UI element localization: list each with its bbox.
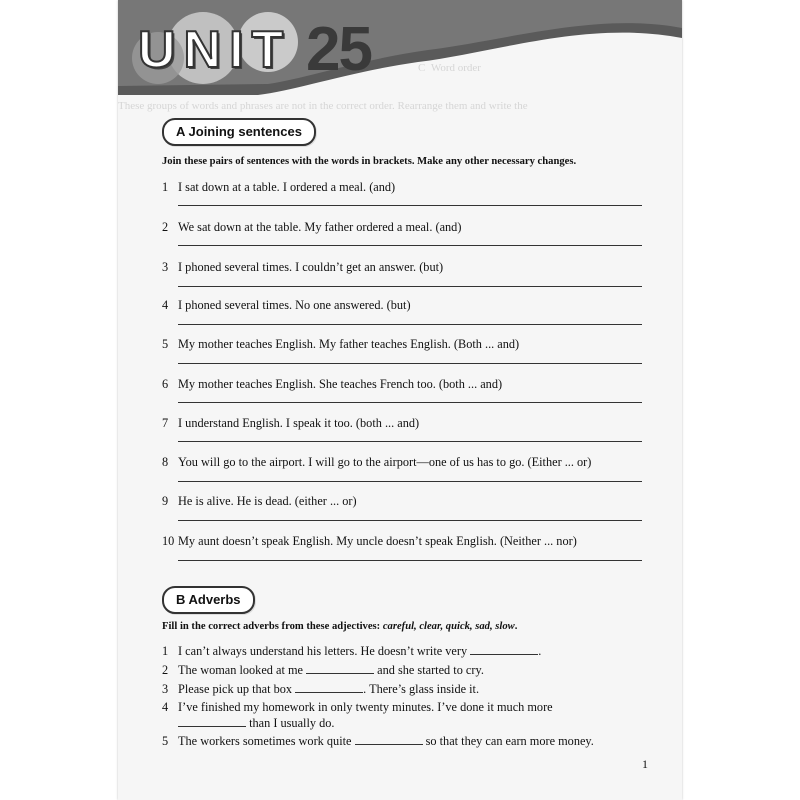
bleed-through-text: These groups of words and phrases are not in the correct order. Rearrange them and write the xyxy=(118,100,528,112)
fill-in-item: 4 I’ve finished my homework in only twenty minutes. I’ve done it much more xyxy=(162,700,553,714)
section-b-instruction: Fill in the correct adverbs from these adjectives: careful, clear, quick, sad, slow. xyxy=(162,621,518,632)
answer-blank[interactable] xyxy=(178,716,246,727)
answer-line[interactable] xyxy=(178,520,642,521)
section-b-heading: B Adverbs xyxy=(162,586,255,614)
fill-in-item-continued: than I usually do. xyxy=(162,716,334,731)
fill-in-item: 1 I can’t always understand his letters. He doesn’t write very . xyxy=(162,644,542,658)
unit-label: UNIT xyxy=(138,21,292,79)
exercise-item: 9 He is alive. He is dead. (either ... or) xyxy=(162,494,357,508)
exercise-item: 4 I phoned several times. No one answered. (but) xyxy=(162,298,411,312)
answer-blank[interactable] xyxy=(355,734,423,745)
answer-blank[interactable] xyxy=(295,682,363,693)
answer-line[interactable] xyxy=(178,245,642,246)
section-a-instruction: Join these pairs of sentences with the words in brackets. Make any other necessary changes. xyxy=(162,156,577,167)
unit-number: 25 xyxy=(306,15,371,84)
answer-line[interactable] xyxy=(178,286,642,287)
answer-line[interactable] xyxy=(178,481,642,482)
exercise-item: 10 My aunt doesn’t speak English. My uncle doesn’t speak English. (Neither ... nor) xyxy=(162,534,577,548)
answer-line[interactable] xyxy=(178,324,642,325)
fill-in-item: 3 Please pick up that box . There’s glass inside it. xyxy=(162,682,480,696)
exercise-item: 2 We sat down at the table. My father ordered a meal. (and) xyxy=(162,220,462,234)
page-number: 1 xyxy=(642,757,648,771)
workbook-page xyxy=(118,0,682,800)
answer-line[interactable] xyxy=(178,402,642,403)
exercise-item: 8 You will go to the airport. I will go to the airport—one of us has to go. (Either ... or) xyxy=(162,455,592,469)
fill-in-item: 5 The workers sometimes work quite so that they can earn more money. xyxy=(162,734,594,748)
answer-line[interactable] xyxy=(178,441,642,442)
exercise-item: 7 I understand English. I speak it too. (both ... and) xyxy=(162,416,420,430)
answer-line[interactable] xyxy=(178,363,642,364)
answer-blank[interactable] xyxy=(306,663,374,674)
answer-line[interactable] xyxy=(178,560,642,561)
bleed-through-text: C Word order xyxy=(418,62,481,74)
answer-blank[interactable] xyxy=(470,644,538,655)
exercise-item: 1 I sat down at a table. I ordered a meal. (and) xyxy=(162,180,396,194)
exercise-item: 5 My mother teaches English. My father teaches English. (Both ... and) xyxy=(162,337,520,351)
exercise-item: 3 I phoned several times. I couldn’t get an answer. (but) xyxy=(162,260,444,274)
unit-header xyxy=(118,0,682,95)
answer-line[interactable] xyxy=(178,205,642,206)
exercise-item: 6 My mother teaches English. She teaches French too. (both ... and) xyxy=(162,377,503,391)
fill-in-item: 2 The woman looked at me and she started to cry. xyxy=(162,663,484,677)
section-a-heading: A Joining sentences xyxy=(162,118,316,146)
